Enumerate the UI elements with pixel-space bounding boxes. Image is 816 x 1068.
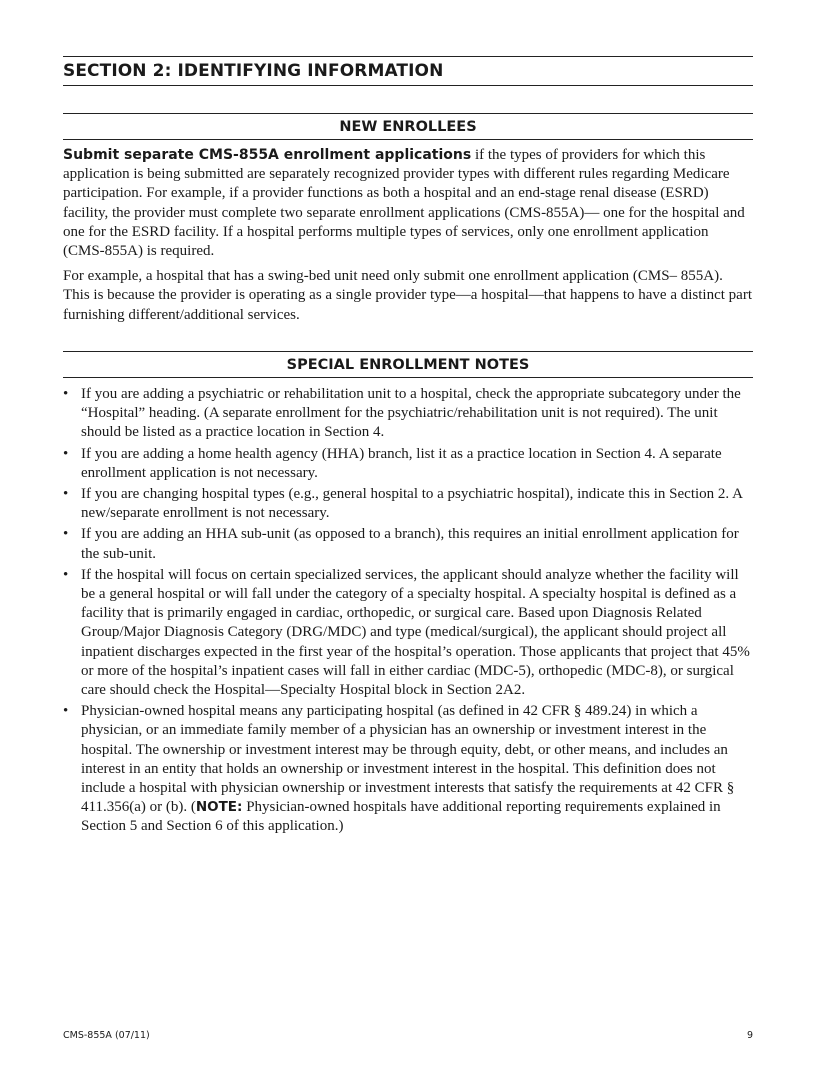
list-item-text: If you are adding a home health agency (HHA) branch, list it as a practice location in Section 4. A separate enrollment application is not necessary.	[81, 445, 722, 481]
special-notes-top-rule	[63, 351, 753, 352]
bullet: •	[63, 386, 69, 402]
list-item-text: If the hospital will focus on certain specialized services, the applicant should analyze whether the facility will be a general hospital or will fall under the category of a specialty hospital. A specialty hospital is defined as a facility that is primarily engaged in cardiac, orthopedic, or surgical care. Based upon Diagnosis Related Group/Major Diagnosis Category (DRG/MDC) and type (medical/surgical), the applicant should project all inpatient discharges expected in the first year of the hospital’s operation. Those applicants that project that 45% or more of the hospital’s inpatient cases will fall in either cardiac (MDC-5), orthopedic (MDC-8), or surgical care should check the Hospital—Specialty Hospital block in Section 2A2.	[81, 566, 750, 699]
bullet: •	[63, 703, 69, 720]
footer-form-id: CMS-855A (07/11)	[63, 1030, 150, 1041]
special-notes-body	[63, 385, 753, 839]
new-enrollees-paragraph-1	[63, 146, 753, 261]
footer-page-number: 9	[746, 1030, 753, 1041]
section-bottom-rule	[63, 85, 753, 86]
note-label: NOTE:	[195, 799, 243, 816]
new-enrollees-header	[63, 113, 753, 140]
section-title: SECTION 2: IDENTIFYING INFORMATION	[63, 61, 444, 81]
new-enrollees-body	[63, 146, 753, 325]
bullet: •	[63, 486, 69, 503]
new-enrollees-paragraph-2: For example, a hospital that has a swing-bed unit need only submit one enrollment application (CMS– 855A). This is because the provider is operating as a single provider type—a hospital—that happens to have a distinct part furnishing different/additional services.	[63, 268, 752, 323]
section-top-rule	[63, 56, 753, 57]
bullet: •	[63, 445, 69, 462]
list-item-text: If you are changing hospital types (e.g., general hospital to a psychiatric hospital), indicate this in Section 2. A new/separate enrollment is not necessary.	[81, 486, 743, 522]
new-enrollees-top-rule	[63, 113, 753, 114]
section-header	[63, 56, 753, 86]
new-enrollees-paragraph-1-text: if the types of providers for which this application is being submitted are separately recognized provider types with different rules regarding Medicare participation. For example, if a provider functions as both a hospital and an end-stage renal disease (ESRD) facility, the provider must complete two separate enrollment applications (CMS-855A)— one for the hospital and one for the ESRD facility. If a hospital performs multiple types of services, only one enrollment application (CMS-855A) is required.	[63, 147, 745, 260]
bullet: •	[63, 566, 69, 583]
list-item	[63, 566, 753, 700]
special-notes-bottom-rule	[63, 377, 753, 378]
new-enrollees-heading: NEW ENROLLEES	[339, 119, 477, 135]
bullet: •	[63, 526, 69, 543]
list-item	[63, 485, 753, 523]
special-notes-list	[63, 385, 753, 837]
new-enrollees-lead: Submit separate CMS-855A enrollment applications	[63, 147, 472, 163]
special-notes-heading: SPECIAL ENROLLMENT NOTES	[286, 357, 530, 373]
note-text: Physician-owned hospitals have additional reporting requirements explained in Section 5 and Section 6 of this application.)	[81, 799, 721, 835]
special-notes-header	[63, 351, 753, 378]
list-item	[63, 385, 753, 443]
list-item-text: If you are adding an HHA sub-unit (as opposed to a branch), this requires an initial enrollment application for the sub-unit.	[81, 526, 739, 562]
list-item	[63, 702, 753, 836]
list-item-text: Physician-owned hospital means any participating hospital (as defined in 42 CFR § 489.24) in which a physician, or an immediate family member of a physician has an ownership or investment interest in the hospital. The ownership or investment interest may be through equity, debt, or other means, and includes an interest in an entity that holds an ownership or investment interest in the hospital. This definition does not include a hospital with physician ownership or investment interests that satisfy the requirements at 42 CFR § 411.356(a) or (b). (	[81, 703, 735, 816]
list-item	[63, 445, 753, 483]
list-item	[63, 525, 753, 563]
list-item-text: If you are adding a psychiatric or rehabilitation unit to a hospital, check the appropriate subcategory under the “Hospital” heading. (A separate enrollment for the psychiatric/rehabilitation unit is not required). The unit should be listed as a practice location in Section 4.	[81, 386, 741, 441]
new-enrollees-bottom-rule	[63, 139, 753, 140]
